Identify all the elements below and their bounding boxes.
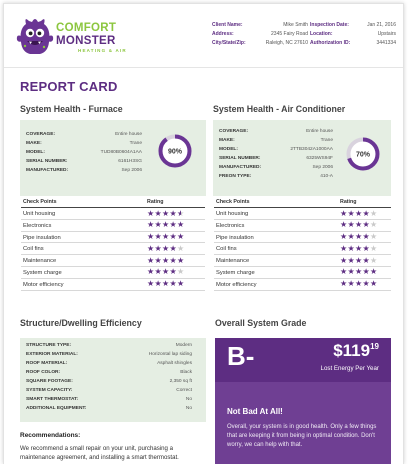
star-filled-icon: ★ — [154, 208, 162, 218]
star-filled-icon: ★ — [154, 267, 162, 277]
city-row: City/State/Zip: Raleigh, NC 27610 — [212, 40, 308, 46]
star-filled-icon: ★ — [347, 279, 355, 289]
lost-energy-label: Lost Energy Per Year — [320, 365, 379, 372]
star-filled-icon: ★ — [340, 267, 348, 277]
structure-spec-row: STRUCTURE TYPE: Modern — [26, 343, 192, 348]
checkpoint-row — [214, 208, 391, 220]
star-filled-icon: ★ — [169, 208, 177, 218]
star-filled-icon: ★ — [362, 255, 370, 265]
checkpoint-rating — [340, 257, 377, 265]
recommendations-title: Recommendations: — [20, 432, 81, 439]
star-filled-icon: ★ — [161, 232, 170, 242]
furnace-spec-row: SERIAL NUMBER: 6161H3SG — [26, 159, 142, 164]
star-filled-icon: ★ — [161, 220, 170, 230]
client-name-row: Client Name: Mike Smith — [212, 22, 308, 28]
checkpoint-row — [21, 279, 205, 291]
star-filled-icon: ★ — [362, 279, 370, 289]
address-row: Address: 2345 Fairy Road — [212, 31, 308, 37]
star-filled-icon: ★ — [362, 243, 370, 253]
checkpoint-name: Unit housing — [216, 211, 249, 217]
header-divider — [4, 67, 404, 68]
star-filled-icon: ★ — [147, 208, 155, 218]
checkpoints-header: Check Points Rating — [214, 198, 391, 208]
monster-mascot-icon — [16, 16, 54, 56]
checkpoint-row — [214, 243, 391, 255]
checkpoint-rating — [340, 233, 377, 241]
inspection-info — [310, 21, 396, 48]
brand-tagline: HEATING & AIR — [78, 48, 127, 53]
furnace-spec-row: MAKE: Trane — [26, 141, 142, 146]
checkpoint-name: Coil fins — [216, 246, 237, 253]
checkpoint-row — [21, 220, 205, 232]
structure-spec-row: ROOF MATERIAL: Asphalt shingles — [26, 361, 192, 366]
star-filled-icon: ★ — [169, 220, 177, 230]
checkpoint-name: System charge — [23, 269, 62, 276]
brand-name-bottom: MONSTER — [56, 35, 116, 47]
star-filled-icon: ★ — [161, 255, 170, 265]
structure-spec-row: ADDITIONAL EQUIPMENT: No — [26, 406, 192, 411]
star-empty-icon: ★ — [369, 255, 378, 265]
checkpoint-row — [21, 208, 205, 220]
checkpoint-row — [214, 255, 391, 267]
star-filled-icon: ★ — [340, 220, 348, 230]
checkpoint-rating — [340, 221, 377, 229]
lost-energy-amount: $\$119^{19}$ — [333, 341, 379, 360]
star-filled-icon: ★ — [147, 279, 155, 289]
star-filled-icon: ★ — [169, 232, 177, 242]
ac-spec-row: FREON TYPE: 410-A — [219, 174, 333, 179]
ac-spec-row: COVERAGE: Entire house — [219, 129, 333, 134]
brand-name-top: COMFORT — [56, 22, 117, 34]
star-filled-icon: ★ — [340, 243, 348, 253]
overall-grade-card — [215, 338, 391, 464]
checkpoint-name: Motor efficiency — [23, 281, 64, 288]
checkpoint-name: Unit housing — [23, 211, 56, 217]
furnace-spec-row: COVERAGE: Entire house — [26, 132, 142, 137]
checkpoint-name: Motor efficiency — [216, 281, 257, 288]
star-filled-icon: ★ — [362, 220, 370, 230]
star-filled-icon: ★ — [340, 208, 348, 218]
star-filled-icon: ★ — [147, 220, 155, 230]
structure-section-title: Structure/Dwelling Efficiency — [20, 318, 142, 328]
checkpoint-rating — [147, 210, 184, 218]
recommendations-text: We recommend a small repair on your unit, purchasing a maintenance agreement, and installing a smart thermostat. — [20, 445, 179, 461]
checkpoint-name: Electronics — [23, 222, 52, 229]
authorization-row: Authorization ID: 3441334 — [310, 40, 396, 46]
gauge-label: 90% — [167, 148, 183, 156]
star-filled-icon: ★ — [176, 220, 185, 230]
furnace-checkpoints-table — [21, 198, 205, 291]
star-filled-icon: ★ — [176, 279, 185, 289]
star-filled-icon: ★ — [362, 208, 370, 218]
checkpoint-name: Electronics — [216, 222, 245, 229]
furnace-section-title: System Health - Furnace — [20, 104, 123, 114]
star-filled-icon: ★ — [147, 255, 155, 265]
client-info — [212, 21, 308, 48]
ac-health-gauge — [345, 136, 381, 172]
checkpoints-header: Check Points Rating — [21, 198, 205, 208]
star-filled-icon: ★ — [147, 232, 155, 242]
grade-band — [215, 338, 391, 382]
structure-spec-row: SYSTEM CAPACITY: Correct — [26, 388, 192, 393]
report-card-page — [3, 3, 404, 464]
checkpoint-name: Pipe insulation — [216, 234, 254, 241]
checkpoint-rating — [147, 268, 184, 276]
ac-spec-box — [213, 120, 391, 196]
star-empty-icon: ★ — [369, 232, 378, 242]
star-filled-icon: ★ — [362, 267, 370, 277]
report-title: REPORT CARD — [20, 79, 118, 94]
star-filled-icon: ★ — [169, 267, 177, 277]
checkpoint-rating — [147, 245, 184, 253]
ac-section-title: System Health - Air Conditioner — [213, 104, 346, 114]
checkpoint-name: Maintenance — [23, 258, 57, 265]
star-filled-icon: ★ — [369, 267, 378, 277]
star-empty-icon: ★ — [369, 220, 378, 230]
star-filled-icon: ★ — [347, 243, 355, 253]
star-filled-icon: ★ — [176, 255, 185, 265]
structure-spec-row: ROOF COLOR: Black — [26, 370, 192, 375]
star-filled-icon: ★ — [154, 220, 162, 230]
star-empty-icon: ★ — [369, 208, 378, 218]
star-filled-icon: ★ — [154, 243, 162, 253]
star-filled-icon: ★ — [347, 267, 355, 277]
checkpoint-row — [214, 267, 391, 279]
checkpoint-row — [21, 255, 205, 267]
ac-spec-row: SERIAL NUMBER: 6325WS94F — [219, 156, 333, 161]
star-filled-icon: ★ — [169, 243, 177, 253]
structure-spec-row: SQUARE FOOTAGE: 2,350 sq ft — [26, 379, 192, 384]
star-filled-icon: ★ — [161, 243, 170, 253]
ac-spec-row: MANUFACTURED: Sep 2006 — [219, 165, 333, 170]
star-filled-icon: ★ — [354, 232, 363, 242]
star-filled-icon: ★ — [354, 267, 363, 277]
inspection-date-row: Inspection Date: Jan 21, 2016 — [310, 22, 396, 28]
checkpoint-rating — [147, 221, 184, 229]
furnace-spec-row: MODEL: TUD80B0604A1AA — [26, 150, 142, 155]
checkpoint-rating — [147, 233, 184, 241]
star-filled-icon: ★ — [161, 208, 170, 218]
furnace-spec-box — [20, 120, 206, 196]
star-empty-icon: ★ — [176, 243, 185, 253]
grade-section-title: Overall System Grade — [215, 318, 307, 328]
star-filled-icon: ★ — [340, 279, 348, 289]
star-filled-icon: ★ — [340, 255, 348, 265]
star-filled-icon: ★ — [154, 279, 162, 289]
grade-letter: B- — [227, 341, 255, 371]
star-filled-icon: ★ — [354, 220, 363, 230]
report-header — [4, 4, 404, 66]
location-row: Location: Upstairs — [310, 31, 396, 37]
star-filled-icon: ★ — [347, 232, 355, 242]
ac-checkpoints-table — [214, 198, 391, 291]
ac-spec-row: MAKE: Trane — [219, 138, 333, 143]
ac-spec-row: MODEL: 2TTB3042A1000AA — [219, 147, 333, 152]
star-filled-icon: ★ — [161, 267, 170, 277]
star-filled-icon: ★ — [347, 220, 355, 230]
checkpoint-name: System charge — [216, 269, 255, 276]
star-filled-icon: ★ — [147, 267, 155, 277]
star-empty-icon: ★ — [176, 267, 185, 277]
star-filled-icon: ★ — [354, 279, 363, 289]
checkpoint-row — [214, 220, 391, 232]
furnace-health-gauge — [157, 133, 193, 169]
checkpoint-row — [214, 232, 391, 244]
checkpoint-row — [21, 232, 205, 244]
star-filled-icon: ★ — [340, 232, 348, 242]
checkpoint-name: Coil fins — [23, 246, 44, 253]
star-filled-icon: ★ — [161, 279, 170, 289]
structure-spec-row: EXTERIOR MATERIAL: Horizontal lap siding — [26, 352, 192, 357]
star-filled-icon: ★ — [147, 243, 155, 253]
checkpoint-rating — [147, 257, 184, 265]
checkpoint-row — [21, 243, 205, 255]
star-filled-icon: ★ — [347, 208, 355, 218]
star-filled-icon: ★ — [354, 208, 363, 218]
star-filled-icon: ★ — [154, 232, 162, 242]
star-filled-icon: ★ — [354, 255, 363, 265]
star-filled-icon: ★ — [154, 255, 162, 265]
gauge-label: 70% — [355, 151, 371, 159]
grade-headline: Not Bad At All! — [227, 407, 283, 416]
star-filled-icon: ★ — [354, 243, 363, 253]
star-filled-icon: ★ — [169, 279, 177, 289]
star-filled-icon: ★ — [169, 255, 177, 265]
grade-description: Overall, your system is in good health. Only a few things that are keeping it from being in optimal condition. Don't worry, we can help with that. — [227, 424, 377, 449]
star-filled-icon: ★ — [369, 279, 378, 289]
star-empty-icon: ★ — [369, 243, 378, 253]
checkpoint-row — [214, 279, 391, 291]
checkpoint-rating — [340, 268, 377, 276]
star-half-icon: ★ ★ — [177, 210, 184, 218]
structure-spec-box — [20, 338, 206, 422]
furnace-spec-row: MANUFACTURED: Sep 2006 — [26, 168, 142, 173]
star-filled-icon: ★ — [362, 232, 370, 242]
checkpoint-rating — [340, 210, 377, 218]
structure-spec-row: SMART THERMOSTAT: No — [26, 397, 192, 402]
checkpoint-row — [21, 267, 205, 279]
checkpoint-name: Maintenance — [216, 258, 250, 265]
checkpoint-name: Pipe insulation — [23, 234, 61, 241]
company-logo — [16, 16, 156, 56]
star-filled-icon: ★ — [347, 255, 355, 265]
checkpoint-rating — [147, 280, 184, 288]
checkpoint-rating — [340, 280, 377, 288]
checkpoint-rating — [340, 245, 377, 253]
star-filled-icon: ★ — [176, 232, 185, 242]
